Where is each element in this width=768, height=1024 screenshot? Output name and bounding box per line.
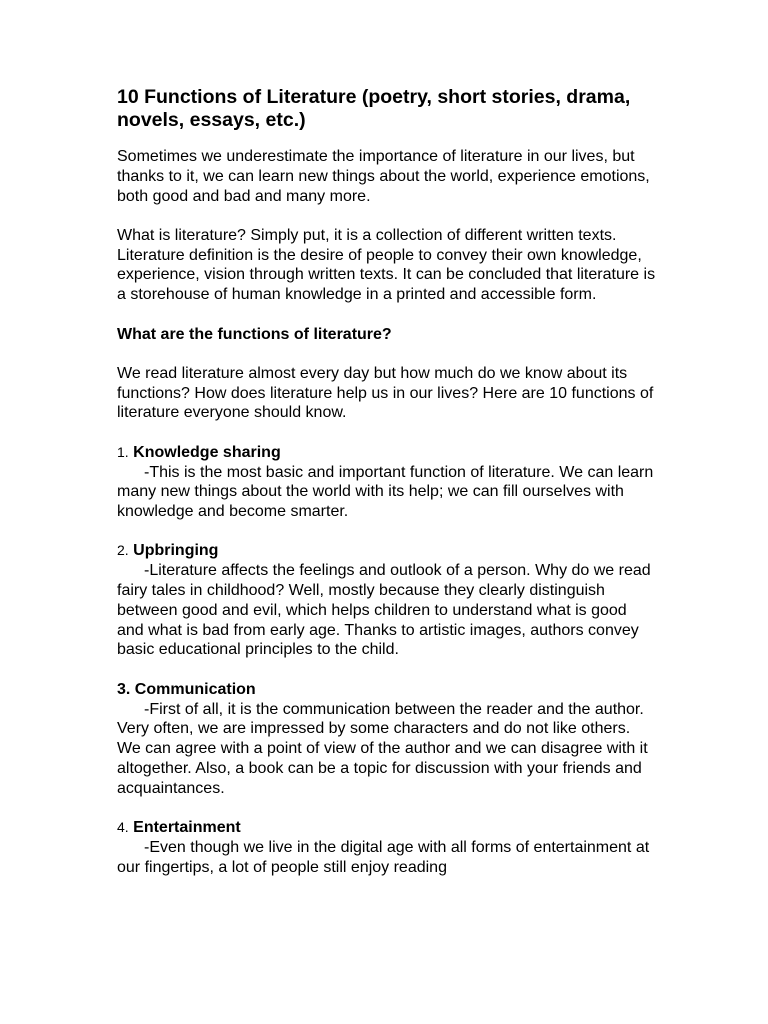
function-item [117, 818, 657, 877]
function-number: 3. [117, 680, 131, 698]
function-title: Upbringing [133, 542, 219, 560]
function-item [117, 443, 657, 522]
function-title: Entertainment [133, 819, 241, 837]
section-heading: What are the functions of literature? [117, 325, 392, 343]
function-body: -This is the most basic and important function of literature. We can learn many new things about the world with its help; we can fill ourselves with knowledge and become smarter. [117, 463, 654, 521]
function-body: -First of all, it is the communication between the reader and the author. Very often, we are impressed by some characters and do not like others. We can agree with a point of view of the author and we can disagree with it altogether. Also, a book can be a topic for discussion with your friends and acquaintances. [117, 700, 648, 797]
function-title: Communication [134, 680, 256, 698]
definition-paragraph: What is literature? Simply put, it is a collection of different written texts. Literature definition is the desire of people to convey their own knowledge, experience, vision through written texts. It can be concluded that literature is a storehouse of human knowledge in a printed and accessible form. [117, 226, 656, 304]
function-item [117, 541, 657, 660]
intro-paragraph: Sometimes we underestimate the importance of literature in our lives, but thanks to it, we can learn new things about the world, experience emotions, both good and bad and many more. [117, 148, 650, 205]
document-title: 10 Functions of Literature (poetry, short stories, drama, novels, essays, etc.) [117, 86, 631, 131]
function-title: Knowledge sharing [133, 443, 281, 461]
function-body: -Even though we live in the digital age with all forms of entertainment at our fingertips, a lot of people still enjoy reading [117, 838, 650, 876]
function-number: 2. [117, 542, 129, 559]
function-heading [117, 443, 657, 463]
document-page [117, 86, 657, 897]
function-heading [117, 541, 657, 561]
function-number: 1. [117, 443, 129, 460]
function-heading [117, 680, 657, 700]
function-body: -Literature affects the feelings and outlook of a person. Why do we read fairy tales in childhood? Well, mostly because they clearly distinguish between good and evil, which helps children to understand what is good and what is bad from early age. Thanks to artistic images, authors convey basic educational principles to the child. [117, 562, 651, 659]
function-item [117, 680, 657, 799]
function-number: 4. [117, 819, 129, 836]
function-heading [117, 818, 657, 838]
section-intro-paragraph: We read literature almost every day but how much do we know about its functions? How does literature help us in our lives? Here are 10 functions of literature everyone should know. [117, 364, 654, 422]
